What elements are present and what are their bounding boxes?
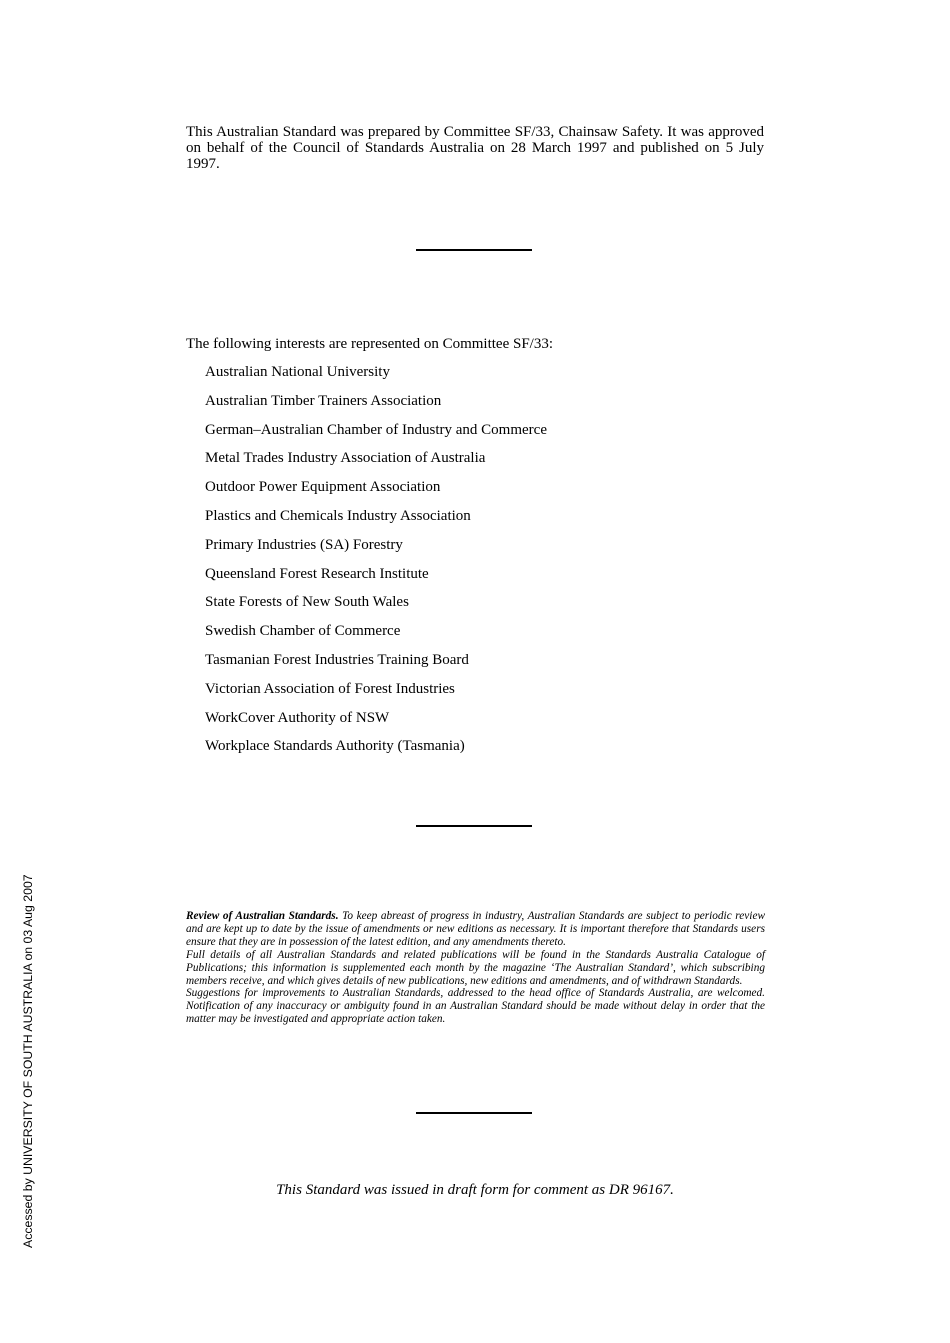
list-item: Victorian Association of Forest Industries: [205, 680, 455, 697]
list-item: Plastics and Chemicals Industry Association: [205, 507, 471, 524]
divider: [416, 249, 532, 251]
list-item: WorkCover Authority of NSW: [205, 709, 390, 726]
committee-lead: The following interests are represented on Committee SF/33:: [186, 336, 554, 352]
list-item: Queensland Forest Research Institute: [205, 565, 429, 582]
list-item: Australian National University: [205, 364, 390, 380]
review-paragraph-1: [186, 910, 765, 949]
list-item: Metal Trades Industry Association of Australia: [205, 450, 486, 467]
access-stamp: Accessed by UNIVERSITY OF SOUTH AUSTRALIA on 03 Aug 2007: [21, 874, 35, 1248]
list-item: Workplace Standards Authority (Tasmania): [205, 738, 465, 755]
review-notice: [186, 910, 765, 1026]
preparation-statement: This Australian Standard was prepared by Committee SF/33, Chainsaw Safety. It was approved on behalf of the Council of Standards Australia on 28 March 1997 and published on 5 July 1997.: [186, 124, 764, 172]
divider: [416, 1112, 532, 1114]
review-text: To keep abreast of progress in industry, Australian Standards are subject to periodic review and are kept up to date by the issue of amendments or new editions as necessary. It is important therefore that Standards users ensure that they are in possession of the latest edition, and any amendments thereto.: [186, 910, 765, 948]
divider: [416, 825, 532, 827]
list-item: Primary Industries (SA) Forestry: [205, 536, 403, 553]
committee-members-list: [205, 363, 547, 766]
list-item: Australian Timber Trainers Association: [205, 392, 442, 409]
list-item: German–Australian Chamber of Industry and Commerce: [205, 421, 547, 438]
draft-note: This Standard was issued in draft form for comment as DR 96167.: [276, 1182, 674, 1198]
list-item: State Forests of New South Wales: [205, 594, 409, 611]
list-item: Outdoor Power Equipment Association: [205, 479, 441, 496]
list-item: Tasmanian Forest Industries Training Board: [205, 651, 469, 668]
list-item: Swedish Chamber of Commerce: [205, 623, 401, 640]
review-paragraph-3: Suggestions for improvements to Australian Standards, addressed to the head office of Standards Australia, are welcomed. Notification of any inaccuracy or ambiguity found in an Australian Standard should be made without delay in order that the matter may be investigated and appropriate action taken.: [186, 987, 765, 1026]
review-heading: Review of Australian Standards.: [186, 910, 339, 922]
review-paragraph-2: Full details of all Australian Standards and related publications will be found in the Standards Australia Catalogue of Publications; this information is supplemented each month by the magazine ‘The Australian Standard’, which subscribing members receive, and which gives details of new publications, new editions and amendments, and of withdrawn Standards.: [186, 948, 765, 987]
